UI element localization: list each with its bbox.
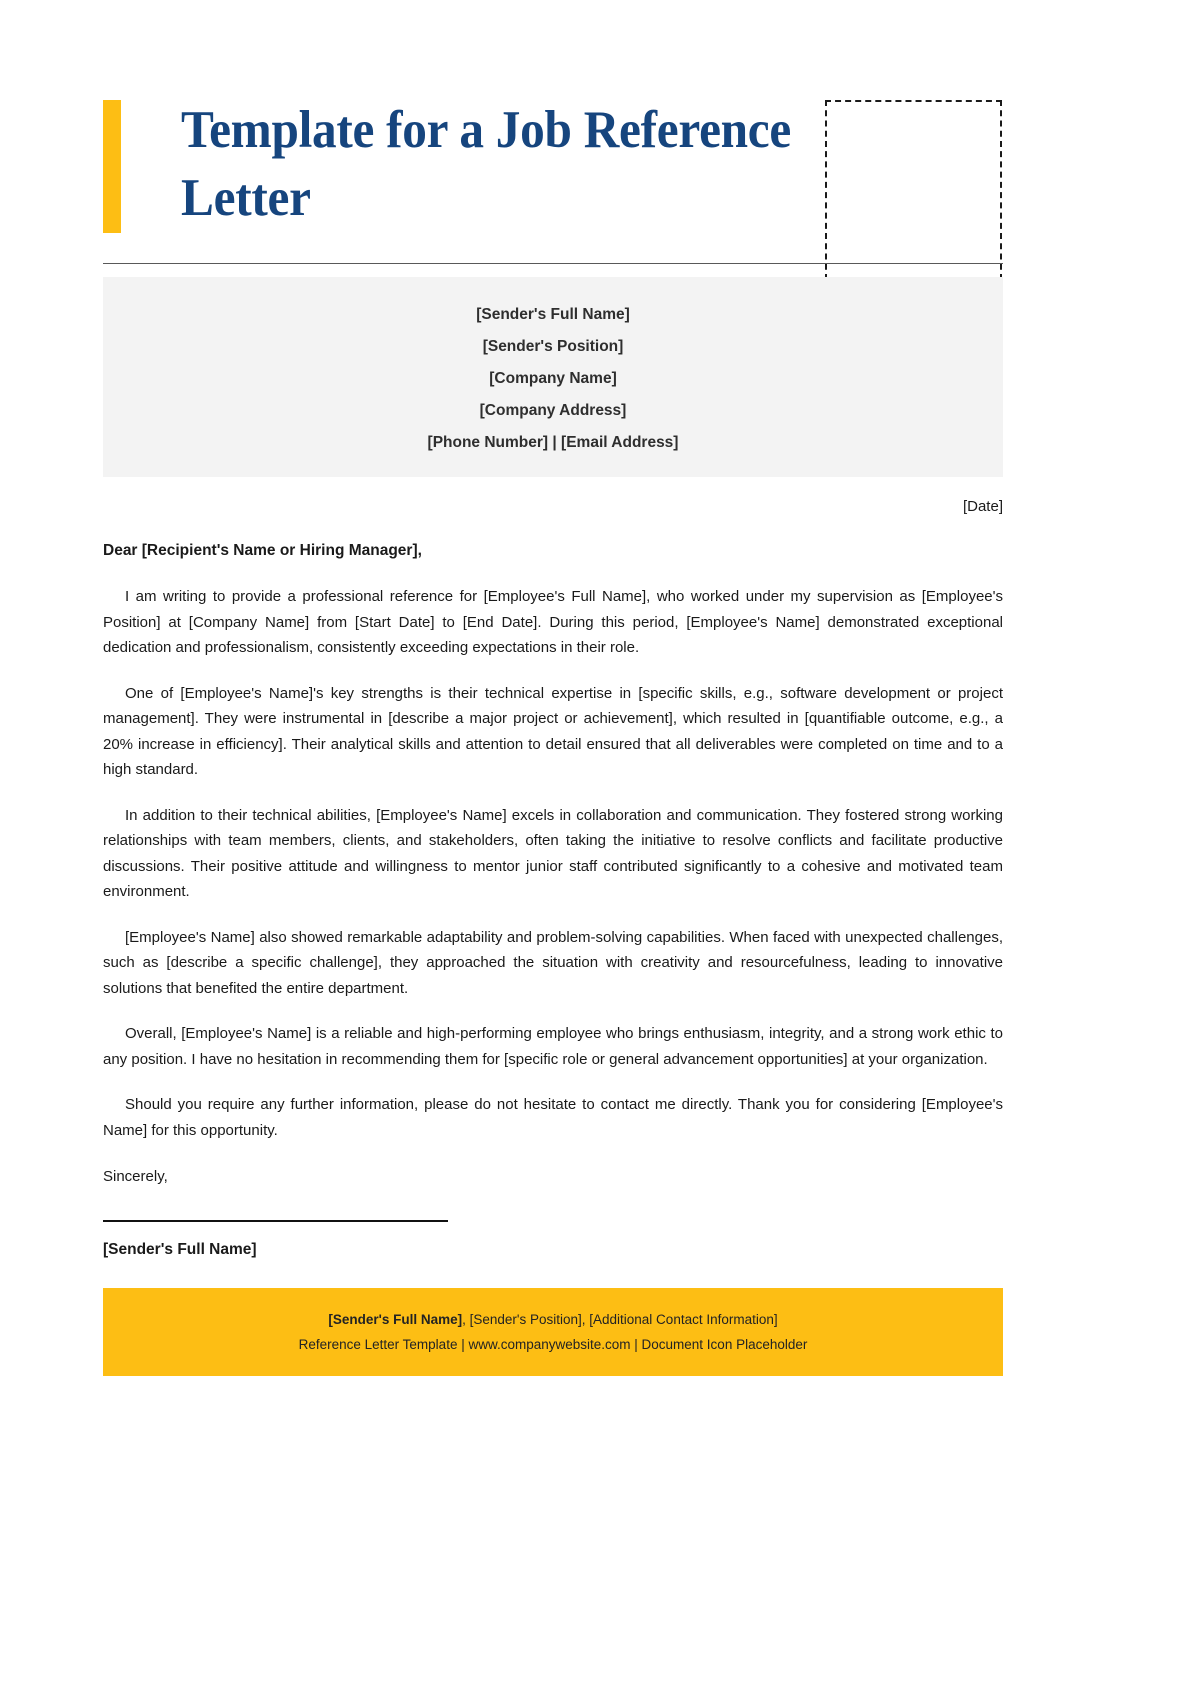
document-footer [103,1288,1003,1376]
footer-sender-details: , [Sender's Position], [Additional Contact Information] [462,1312,778,1327]
body-paragraph: One of [Employee's Name]'s key strengths is their technical expertise in [specific skills, e.g., software development or project management]. They were instrumental in [describe a major project or achievement], which resulted in [quantifiable outcome, e.g., a 20% increase in efficiency]. Their analytical skills and attention to detail ensured that all deliverables were completed on time and to a high standard. [103,684,1003,778]
logo-placeholder-box [825,100,1002,280]
salutation: Dear [Recipient's Name or Hiring Manager], [103,542,422,559]
document-header [103,96,1003,264]
letter-body [103,540,1003,1143]
body-paragraph: [Employee's Name] also showed remarkable adaptability and problem-solving capabilities. When faced with unexpected challenges, such as [describe a specific challenge], they approached the situation with creativity and resourcefulness, leading to innovative solutions that benefited the entire department. [103,928,1003,997]
letter-closing [103,1166,1003,1260]
body-paragraph: Should you require any further information, please do not hesitate to contact me directly. Thank you for considering [Employee's Name] for this opportunity. [103,1096,1003,1139]
body-paragraph: I am writing to provide a professional reference for [Employee's Full Name], who worked under my supervision as [Employee's Position] at [Company Name] from [Start Date] to [End Date]. During this period, [Employee's Name] demonstrated exceptional dedication and professionalism, consistently exceeding expectations in their role. [103,588,1003,656]
footer-contact-line [328,1307,777,1332]
footer-sender-name: [Sender's Full Name] [328,1312,463,1327]
header-divider [103,263,1003,264]
body-paragraph: Overall, [Employee's Name] is a reliable and high-performing employee who brings enthusiasm, integrity, and a strong work ethic to any position. I have no hesitation in recommending them for [specific role or general advancement opportunities] at your organization. [103,1025,1003,1068]
footer-meta-line: Reference Letter Template | www.companywebsite.com | Document Icon Placeholder [298,1337,808,1352]
sender-full-name: [Sender's Full Name] [476,306,630,323]
sender-company-name: [Company Name] [489,370,617,387]
title-accent-bar [103,100,121,233]
letter-date: [Date] [962,498,1003,515]
signature-name: [Sender's Full Name] [103,1241,257,1258]
sign-off: Sincerely, [103,1168,168,1185]
sender-company-address: [Company Address] [479,402,627,419]
body-paragraph: In addition to their technical abilities, [Employee's Name] excels in collaboration and communication. They fostered strong working relationships with team members, clients, and stakeholders, often taking the initiative to resolve conflicts and facilitate productive discussions. Their positive attitude and willingness to mentor junior staff contributed significantly to a cohesive and motivated team environment. [103,806,1003,900]
sender-info-block [103,277,1003,477]
page-title: Template for a Job Reference Letter [181,101,792,227]
sender-contact: [Phone Number] | [Email Address] [427,434,679,451]
sender-position: [Sender's Position] [482,338,624,355]
signature-line [103,1220,448,1222]
